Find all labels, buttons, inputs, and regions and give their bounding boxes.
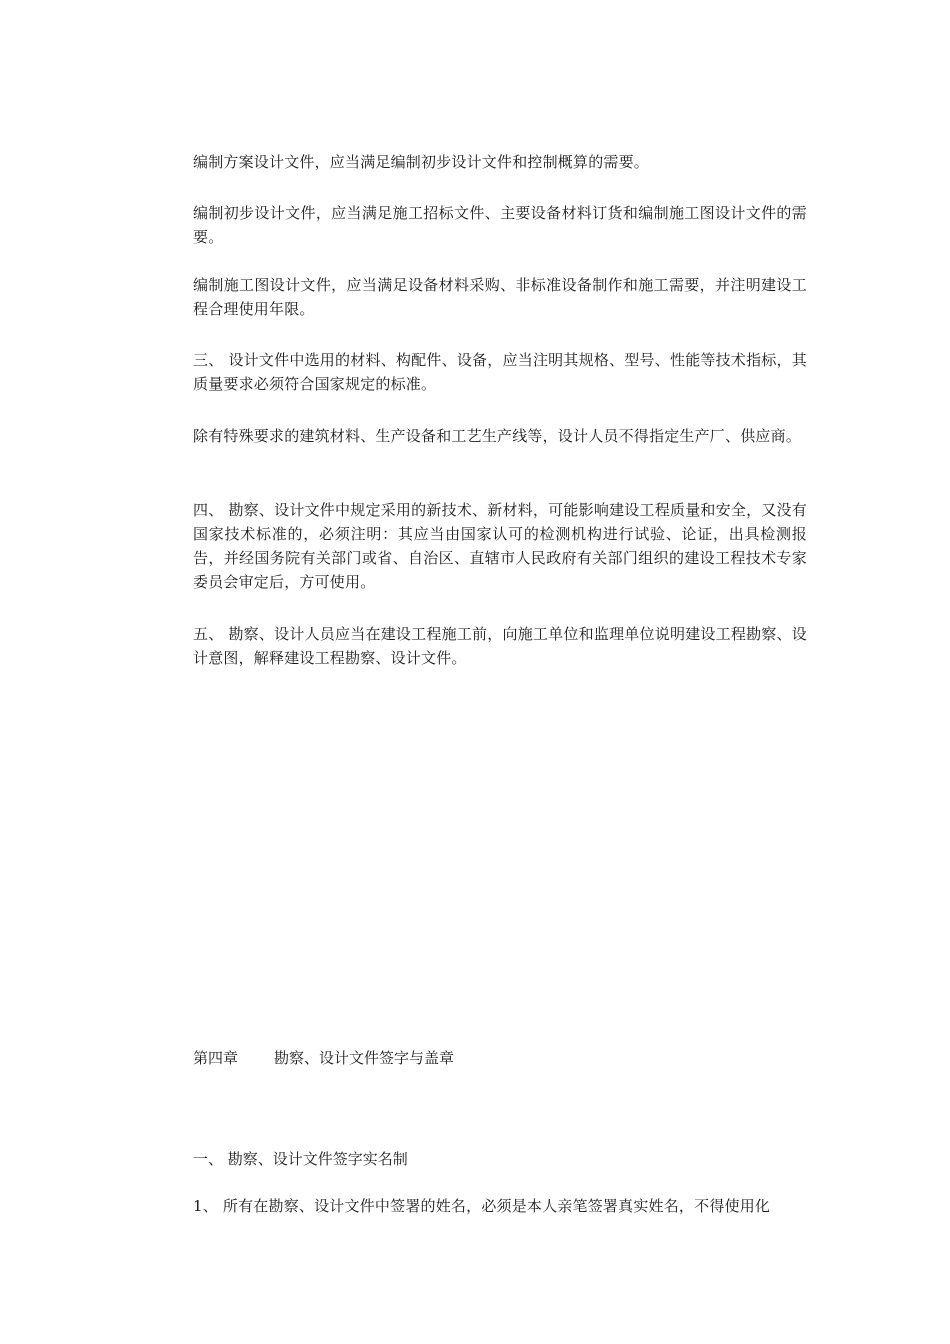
paragraph-item-four: 四、 勘察、设计文件中规定采用的新技术、新材料，可能影响建设工程质量和安全，又没有国家技术标准的，必须注明：其应当由国家认可的检测机构进行试验、论证，出具检测报告，并经国务院有关部门或省、自治区、直辖市人民政府有关部门组织的建设工程技术专家委员会审定后，方可使用。	[193, 501, 807, 591]
paragraph-special-materials: 除有特殊要求的建筑材料、生产设备和工艺生产线等，设计人员不得指定生产厂、供应商。	[193, 427, 802, 445]
paragraph-scheme-design: 编制方案设计文件，应当满足编制初步设计文件和控制概算的需要。	[193, 153, 650, 171]
chapter-title: 勘察、设计文件签字与盖章	[274, 1049, 455, 1067]
paragraph-construction-drawing: 编制施工图设计文件，应当满足设备材料采购、非标准设备制作和施工需要，并注明建设工程合理使用年限。	[193, 276, 807, 318]
paragraph-preliminary-design: 编制初步设计文件，应当满足施工招标文件、主要设备材料订货和编制施工图设计文件的需要。	[193, 204, 807, 246]
paragraph-item-five: 五、 勘察、设计人员应当在建设工程施工前，向施工单位和监理单位说明建设工程勘察、设计意图，解释建设工程勘察、设计文件。	[193, 625, 807, 667]
chapter-number: 第四章	[193, 1049, 239, 1067]
section-heading: 一、 勘察、设计文件签字实名制	[193, 1150, 408, 1168]
paragraph-real-name-signature: 1、 所有在勘察、设计文件中签署的姓名，必须是本人亲笔签署真实姓名，不得使用化	[193, 1197, 771, 1215]
chapter-heading	[193, 1046, 454, 1070]
paragraph-item-three: 三、 设计文件中选用的材料、构配件、设备，应当注明其规格、型号、性能等技术指标，其质量要求必须符合国家规定的标准。	[193, 351, 807, 393]
